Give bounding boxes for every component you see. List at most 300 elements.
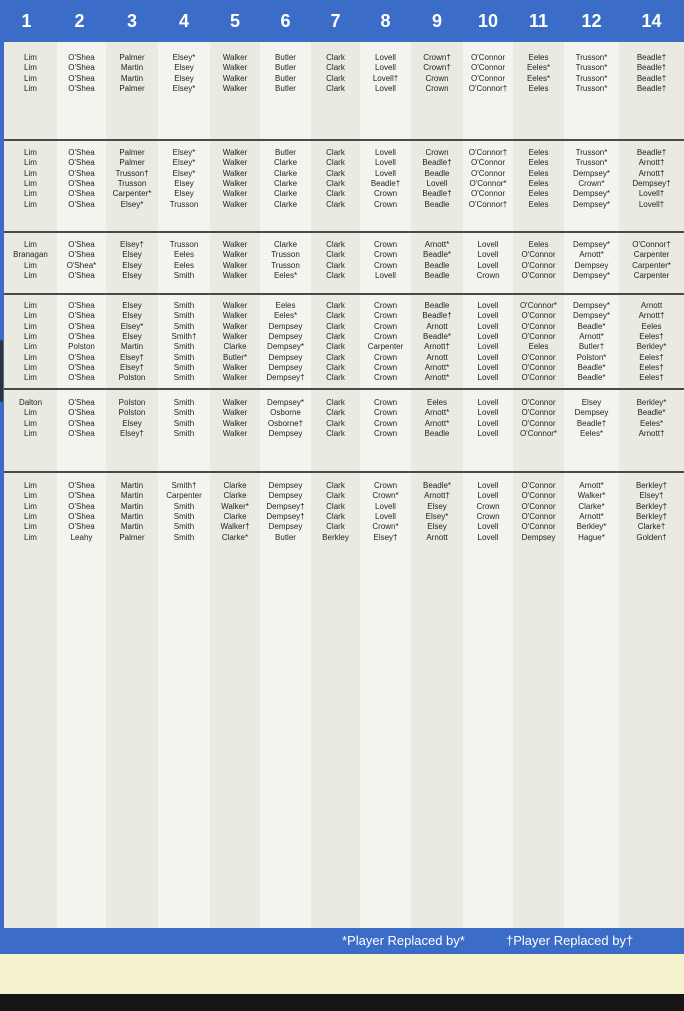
column-number-header xyxy=(0,0,684,42)
player-cell: O'Shea xyxy=(68,270,95,280)
player-cell: Smith xyxy=(173,428,195,438)
player-cell: Lovell xyxy=(477,428,499,438)
player-cell: Beadle* xyxy=(577,362,606,372)
player-cell: Crown xyxy=(425,83,449,93)
player-cell: Lim xyxy=(24,373,37,383)
player-cell: Butler† xyxy=(578,342,605,352)
player-cell: Lim xyxy=(24,331,37,341)
player-cell: O'Connor xyxy=(521,522,556,532)
player-cell: Walker xyxy=(222,148,248,157)
player-cell: Beadle† xyxy=(636,83,667,93)
player-cell: Palmer xyxy=(119,83,145,93)
player-cell: Beadle* xyxy=(577,321,606,331)
player-cell: O'Shea xyxy=(68,168,95,178)
player-cell: Butler xyxy=(275,532,296,542)
player-cell: Elsey xyxy=(122,260,142,270)
player-cell: Dempsey† xyxy=(266,373,305,383)
player-cell: Elsey xyxy=(122,331,142,341)
player-cell: Dempsey xyxy=(268,491,303,501)
player-cell: Lovell xyxy=(375,270,396,280)
player-cell: Lovell xyxy=(477,240,499,249)
player-cell: Clarke xyxy=(223,491,247,501)
player-cell: Beadle xyxy=(424,270,450,280)
player-cell: Smith xyxy=(173,342,195,352)
player-cell: Elsey* xyxy=(425,511,449,521)
table-row xyxy=(0,372,684,383)
player-cell: O'Shea xyxy=(68,189,95,199)
player-cell: Golden† xyxy=(636,532,667,542)
player-cell: O'Connor xyxy=(521,321,556,331)
player-cell: Trusson* xyxy=(575,158,608,168)
player-cell: O'Shea xyxy=(68,53,95,62)
player-cell: Dempsey xyxy=(268,352,303,362)
player-cell: Walker xyxy=(222,189,248,199)
player-cell: Martin xyxy=(120,342,144,352)
player-cell: Lim xyxy=(24,501,37,511)
player-cell: O'Shea xyxy=(68,501,95,511)
player-cell: Lim xyxy=(24,63,37,73)
player-cell: Crown xyxy=(425,73,449,83)
player-cell: Branagan xyxy=(13,250,48,260)
player-cell: Lovell† xyxy=(638,199,665,209)
player-cell: Beadle† xyxy=(370,178,401,188)
player-cell: Clark xyxy=(326,418,345,428)
player-cell: Crown xyxy=(373,398,398,407)
player-cell: Walker xyxy=(222,260,248,270)
column-number: 3 xyxy=(126,11,137,31)
player-cell: Smith xyxy=(173,501,195,511)
player-cell: Dempsey* xyxy=(267,342,304,352)
group-divider xyxy=(4,388,684,390)
player-cell: Lovell xyxy=(375,168,396,178)
player-cell: Arnott* xyxy=(579,250,604,260)
player-cell: O'Connor xyxy=(521,418,556,428)
player-cell: Beadle* xyxy=(422,331,452,341)
player-cell: Arnott* xyxy=(579,331,604,341)
player-cell: Arnott* xyxy=(579,481,604,490)
player-cell: Trusson* xyxy=(575,53,608,62)
player-cell: Lim xyxy=(24,311,37,321)
player-cell: O'Connor xyxy=(521,398,556,407)
player-cell: O'Shea xyxy=(68,398,95,407)
player-cell: O'Connor xyxy=(471,63,505,73)
player-cell: O'Connor xyxy=(521,511,556,521)
player-cell: Clarke xyxy=(273,240,298,249)
player-cell: Eeles xyxy=(528,199,549,209)
player-cell: O'Connor† xyxy=(468,199,508,209)
player-cell: Clark xyxy=(326,63,345,73)
player-cell: O'Connor xyxy=(521,352,556,362)
player-cell: Clarke* xyxy=(221,532,249,542)
player-cell: Butler xyxy=(275,148,296,157)
player-cell: O'Shea xyxy=(68,63,95,73)
player-cell: Elsey xyxy=(174,63,194,73)
player-cell: Walker xyxy=(222,158,248,168)
player-cell: Clarke* xyxy=(578,501,605,511)
player-cell: Walker xyxy=(222,408,248,418)
player-cell: Smith xyxy=(173,362,195,372)
player-cell: Dempsey* xyxy=(573,270,610,280)
player-cell: Elsey* xyxy=(120,321,144,331)
player-cell: Lovell xyxy=(477,532,499,542)
player-cell: Crown xyxy=(373,301,398,310)
player-cell: O'Connor† xyxy=(468,148,508,157)
player-cell: Martin xyxy=(120,522,144,532)
player-cell: Crown xyxy=(373,408,398,418)
player-cell: Lim xyxy=(24,53,37,62)
player-cell: Crown xyxy=(373,331,398,341)
player-cell: O'Connor xyxy=(521,501,556,511)
player-cell: Lim xyxy=(24,148,37,157)
player-cell: O'Connor xyxy=(521,270,556,280)
player-cell: Martin xyxy=(120,63,144,73)
player-cell: Eeles* xyxy=(273,311,298,321)
player-cell: Beadle† xyxy=(422,189,452,199)
player-cell: Beadle† xyxy=(636,148,667,157)
player-cell: Butler xyxy=(275,63,296,73)
player-cell: Lim xyxy=(24,511,37,521)
player-cell: Lim xyxy=(24,342,37,352)
player-cell: Lim xyxy=(24,73,37,83)
bottom-cream-band xyxy=(0,954,684,994)
player-cell: O'Shea xyxy=(68,522,95,532)
player-cell: Lim xyxy=(24,532,37,542)
player-cell: Clarke xyxy=(273,199,298,209)
player-cell: Eeles* xyxy=(639,418,664,428)
player-cell: Beadle† xyxy=(636,73,667,83)
player-cell: Butler* xyxy=(222,352,247,362)
player-cell: Lovell xyxy=(477,321,499,331)
player-cell: Walker xyxy=(222,240,248,249)
player-cell: Clark xyxy=(326,250,345,260)
player-cell: Beadle xyxy=(424,428,450,438)
player-cell: Clark xyxy=(326,522,345,532)
player-cell: Crown xyxy=(373,250,398,260)
player-cell: Elsey xyxy=(122,250,142,260)
player-cell: Dempsey† xyxy=(266,501,305,511)
player-cell: Arnott xyxy=(640,301,663,310)
player-cell: Berkley† xyxy=(635,481,668,490)
player-cell: Beadle* xyxy=(422,481,452,490)
player-cell: Smith† xyxy=(171,481,197,490)
player-cell: Smith xyxy=(173,532,195,542)
player-cell: Lim xyxy=(24,352,37,362)
table-row xyxy=(0,428,684,439)
column-number: 4 xyxy=(178,11,189,31)
player-cell: Lovell xyxy=(375,53,396,62)
player-cell: Crown xyxy=(373,362,398,372)
player-cell: Elsey xyxy=(122,270,142,280)
player-cell: Elsey† xyxy=(119,240,144,249)
player-cell: Clark xyxy=(326,168,345,178)
player-cell: O'Connor* xyxy=(469,178,507,188)
player-cell: Beadle* xyxy=(577,373,606,383)
player-cell: Martin xyxy=(120,491,144,501)
player-cell: O'Connor xyxy=(521,481,556,490)
column-number: 7 xyxy=(330,11,341,31)
player-cell: Clark xyxy=(326,73,345,83)
player-cell: Palmer xyxy=(119,148,145,157)
player-cell: Elsey† xyxy=(119,352,144,362)
player-cell: Lovell xyxy=(477,311,499,321)
player-cell: Lim xyxy=(24,301,37,310)
player-cell: O'Connor xyxy=(521,311,556,321)
player-cell: Lim xyxy=(24,158,37,168)
player-cell: Clark xyxy=(326,301,345,310)
player-cell: Polston xyxy=(118,373,146,383)
player-cell: Arnott xyxy=(426,532,448,542)
player-cell: Polston* xyxy=(576,352,607,362)
player-cell: Clark xyxy=(326,491,345,501)
player-cell: Eeles† xyxy=(639,362,664,372)
player-cell: Crown* xyxy=(578,178,605,188)
player-cell: Clarke xyxy=(223,342,247,352)
player-cell: Crown† xyxy=(423,53,451,62)
player-cell: Lim xyxy=(24,270,37,280)
player-cell: O'Connor xyxy=(471,158,505,168)
player-cell: Lovell xyxy=(375,501,396,511)
player-cell: Dempsey xyxy=(574,408,609,418)
player-cell: Dempsey* xyxy=(573,240,610,249)
player-cell: Lovell xyxy=(426,178,448,188)
player-cell: Dempsey* xyxy=(573,311,610,321)
group-divider xyxy=(4,231,684,233)
player-cell: Smith xyxy=(173,522,195,532)
player-cell: O'Shea xyxy=(68,311,95,321)
player-cell: Arnott† xyxy=(424,342,450,352)
player-cell: Carpenter xyxy=(166,491,202,501)
player-cell: Smith xyxy=(173,511,195,521)
player-cell: Lim xyxy=(24,481,37,490)
player-cell: Dempsey* xyxy=(573,168,610,178)
player-cell: O'Connor xyxy=(471,53,505,62)
player-cell: O'Shea xyxy=(68,352,95,362)
player-cell: Clark xyxy=(326,199,345,209)
player-cell: Clarke xyxy=(273,189,298,199)
column-number: 11 xyxy=(528,11,549,31)
player-cell: O'Shea xyxy=(68,511,95,521)
player-cell: Lovell xyxy=(477,250,499,260)
player-cell: Beadle† xyxy=(576,418,607,428)
player-cell: Eeles† xyxy=(639,331,664,341)
player-cell: Arnott* xyxy=(579,511,604,521)
player-cell: Crown† xyxy=(423,63,451,73)
player-cell: Lim xyxy=(24,178,37,188)
player-cell: O'Connor xyxy=(521,362,556,372)
column-number: 10 xyxy=(477,11,499,31)
player-cell: Trusson xyxy=(117,178,147,188)
player-cell: Clark xyxy=(326,511,345,521)
player-cell: Lim xyxy=(24,189,37,199)
player-cell: O'Shea xyxy=(68,481,95,490)
player-cell: O'Shea xyxy=(68,301,95,310)
player-cell: Elsey* xyxy=(120,199,144,209)
player-cell: Polston xyxy=(118,408,146,418)
player-cell: Arnott† xyxy=(638,168,665,178)
player-cell: Polston xyxy=(68,342,95,352)
player-cell: Walker xyxy=(222,199,248,209)
player-cell: O'Shea xyxy=(68,158,95,168)
player-cell: Palmer xyxy=(119,158,145,168)
player-cell: Walker xyxy=(222,73,248,83)
player-cell: Clark xyxy=(326,342,345,352)
player-cell: Clark xyxy=(326,311,345,321)
player-cell: Elsey† xyxy=(373,532,398,542)
player-cell: O'Connor* xyxy=(519,301,558,310)
player-cell: O'Connor xyxy=(521,260,556,270)
player-cell: O'Connor xyxy=(471,189,505,199)
player-cell: Dempsey xyxy=(268,522,303,532)
player-cell: Arnott† xyxy=(638,311,665,321)
player-cell: Berkley† xyxy=(635,501,668,511)
player-cell: Lovell† xyxy=(638,189,665,199)
player-cell: Palmer xyxy=(119,53,145,62)
replacement-legend xyxy=(0,928,684,954)
player-cell: Elsey xyxy=(174,178,194,188)
player-cell: Clark xyxy=(326,321,345,331)
player-cell: Eeles xyxy=(528,189,549,199)
player-cell: Palmer xyxy=(119,532,145,542)
player-cell: Crown xyxy=(373,189,398,199)
player-cell: Dempsey* xyxy=(573,199,610,209)
player-cell: Walker xyxy=(222,250,248,260)
player-cell: Clark xyxy=(326,270,345,280)
player-cell: Arnott* xyxy=(424,240,450,249)
player-cell: Clarke† xyxy=(637,522,666,532)
player-cell: Lim xyxy=(24,240,37,249)
column-number: 8 xyxy=(380,11,391,31)
player-cell: Clark xyxy=(326,352,345,362)
legend-replaced: *Player Replaced by* xyxy=(342,933,465,948)
player-cell: Walker xyxy=(222,83,248,93)
player-cell: Eeles* xyxy=(579,428,604,438)
player-cell: Smith xyxy=(173,408,195,418)
player-cell: Lovell xyxy=(477,398,499,407)
player-cell: Clark xyxy=(326,189,345,199)
player-cell: Clark xyxy=(326,83,345,93)
player-cell: Crown xyxy=(476,270,500,280)
player-cell: Butler xyxy=(275,73,296,83)
table-row xyxy=(0,83,684,94)
player-cell: O'Shea* xyxy=(66,260,97,270)
player-cell: Trusson* xyxy=(575,73,608,83)
player-cell: Dempsey xyxy=(268,428,303,438)
player-cell: Lovell xyxy=(375,83,396,93)
player-cell: Beadle† xyxy=(422,158,452,168)
player-cell: Dempsey xyxy=(268,321,303,331)
bottom-dark-edge xyxy=(0,994,684,1011)
player-cell: Arnott† xyxy=(424,491,450,501)
player-cell: Trusson* xyxy=(575,148,608,157)
player-cell: Crown* xyxy=(372,491,399,501)
player-cell: Carpenter xyxy=(633,250,670,260)
player-cell: Smith xyxy=(173,270,195,280)
player-cell: Trusson xyxy=(271,260,300,270)
player-cell: O'Connor xyxy=(521,408,556,418)
player-cell: Lovell xyxy=(477,408,499,418)
player-cell: Clark xyxy=(326,148,345,157)
column-number: 9 xyxy=(431,11,442,31)
legend-replacer: †Player Replaced by† xyxy=(506,933,634,948)
player-cell: Berkley xyxy=(322,532,349,542)
player-cell: Trusson* xyxy=(575,83,608,93)
player-cell: Trusson† xyxy=(115,168,149,178)
player-cell: Lovell xyxy=(375,63,396,73)
player-cell: Eeles xyxy=(528,83,549,93)
player-cell: O'Shea xyxy=(68,491,95,501)
player-cell: Berkley* xyxy=(576,522,607,532)
player-cell: Lovell xyxy=(477,352,499,362)
player-cell: Osborne† xyxy=(267,418,304,428)
table-row xyxy=(0,270,684,281)
player-cell: O'Shea xyxy=(68,83,95,93)
player-cell: Trusson xyxy=(169,199,199,209)
player-cell: Martin xyxy=(120,511,144,521)
player-cell: Eeles* xyxy=(273,270,298,280)
player-cell: Walker xyxy=(222,63,248,73)
player-cell: Walker xyxy=(222,331,248,341)
player-cell: Elsey xyxy=(174,189,194,199)
player-cell: Clark xyxy=(326,428,345,438)
table-row xyxy=(0,199,684,210)
player-cell: Lim xyxy=(24,321,37,331)
player-cell: Butler xyxy=(275,83,296,93)
player-cell: Lovell xyxy=(477,491,499,501)
player-cell: O'Connor xyxy=(521,373,556,383)
player-cell: Carpenter xyxy=(633,270,670,280)
player-cell: Lim xyxy=(24,408,37,418)
player-cell: Eeles xyxy=(528,168,549,178)
player-cell: Dempsey xyxy=(521,532,556,542)
player-cell: Lovell xyxy=(375,148,396,157)
player-cell: O'Connor† xyxy=(468,83,508,93)
player-cell: Lim xyxy=(24,428,37,438)
player-cell: Crown* xyxy=(372,522,399,532)
player-cell: Arnott† xyxy=(638,428,665,438)
player-cell: Berkley* xyxy=(636,398,667,407)
column-number: 6 xyxy=(280,11,291,31)
player-cell: Walker xyxy=(222,178,248,188)
player-cell: Trusson xyxy=(169,240,199,249)
player-cell: O'Connor xyxy=(521,331,556,341)
player-cell: Lovell xyxy=(477,373,499,383)
player-cell: Lovell xyxy=(477,260,499,270)
player-cell: Dempsey† xyxy=(266,511,305,521)
player-cell: Lim xyxy=(24,260,37,270)
player-cell: Clark xyxy=(326,331,345,341)
player-cell: Walker* xyxy=(221,501,249,511)
player-cell: Crown xyxy=(373,428,398,438)
player-cell: Elsey† xyxy=(119,362,144,372)
player-cell: Crown xyxy=(373,311,398,321)
player-cell: Carpenter xyxy=(367,342,404,352)
player-cell: O'Shea xyxy=(68,362,95,372)
player-cell: Clark xyxy=(326,158,345,168)
player-cell: Eeles xyxy=(528,158,549,168)
player-cell: Crown xyxy=(373,321,398,331)
player-cell: Lovell xyxy=(477,342,499,352)
player-cell: O'Shea xyxy=(68,331,95,341)
player-cell: Eeles xyxy=(173,260,194,270)
player-cell: Clark xyxy=(326,178,345,188)
player-cell: O'Shea xyxy=(68,418,95,428)
player-cell: Osborne xyxy=(270,408,301,418)
player-cell: Crown xyxy=(476,511,500,521)
player-cell: Elsey xyxy=(122,301,142,310)
player-cell: Beadle xyxy=(424,168,450,178)
player-cell: Arnott* xyxy=(424,362,450,372)
player-cell: Crown xyxy=(373,373,398,383)
